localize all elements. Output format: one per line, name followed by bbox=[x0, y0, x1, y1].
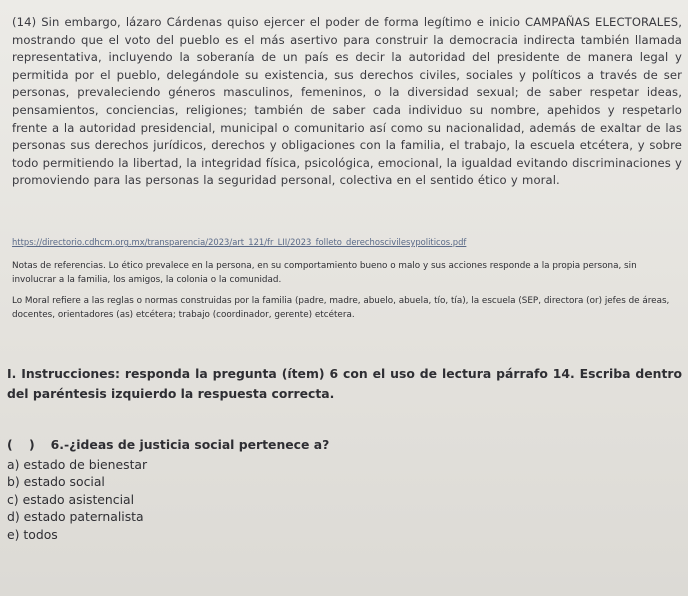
question-line bbox=[7, 436, 667, 454]
note-moral: Lo Moral refiere a las reglas o normas construidas por la familia (padre, madre, abuelo, abuela, tío, tía), la escuela (SEP, directora (or) jefes de áreas, docentes, orientadores (as) etcétera; trabajo (coordinador, gerente) etcétera. bbox=[12, 296, 670, 320]
option-a: a) estado de bienestar bbox=[7, 456, 148, 472]
source-link[interactable]: https://directorio.cdhcm.org.mx/transparencia/2023/art_121/fr_LII/2023_folleto_derechoscivilesypoliticos.pdf bbox=[12, 237, 467, 247]
option-list bbox=[7, 456, 667, 544]
paragraph-14: (14) Sin embargo, lázaro Cárdenas quiso ejercer el poder de forma legítimo e inicio CAMPAÑAS ELECTORALES, mostrando que el voto del pueblo es el más asertivo para construir la democracia indirecta también llamada representativa, incluyendo la soberanía de un país es decir la autoridad del presidente de manera legal y permitida por el pueblo, delegándole su existencia, sus derechos civiles, sociales y políticos a través de ser personas, prevaleciendo géneros masculinos, femeninos, o la diversidad sexual; de saber respetar ideas, pensamientos, conciencias, religiones; también de saber cada individuo su nombre, apehidos y respetarlo frente a la autoridad presidencial, municipal o comunitario así como su nacionalidad, además de exaltar de las personas sus derechos jurídicos, derechos y obligaciones con la familia, el trabajo, la escuela etcétera, y sobre todo permitiendo la libertad, la integridad física, psicológica, emocional, la igualdad evitando discriminaciones y promoviendo para las personas la seguridad personal, colectiva en el sentido ético y moral. bbox=[12, 15, 682, 188]
option-b: b) estado social bbox=[7, 474, 105, 490]
reference-notes bbox=[12, 260, 682, 330]
note-ethics: Notas de referencias. Lo ético prevalece en la persona, en su comportamiento bueno o malo y sus acciones responde a la propia persona, sin involucrar a la familia, los amigos, la colonia o la comunidad. bbox=[12, 261, 637, 285]
answer-box[interactable]: ( ) bbox=[7, 437, 41, 452]
option-e: e) todos bbox=[7, 526, 58, 542]
option-d: d) estado paternalista bbox=[7, 509, 144, 525]
question-text: 6.-¿ideas de justicia social pertenece a? bbox=[50, 437, 330, 452]
instructions: I. Instrucciones: responda la pregunta (ítem) 6 con el uso de lectura párrafo 14. Escriba dentro del paréntesis izquierdo la respuesta correcta. bbox=[7, 366, 682, 401]
question-6 bbox=[7, 436, 667, 544]
option-c: c) estado asistencial bbox=[7, 491, 135, 507]
